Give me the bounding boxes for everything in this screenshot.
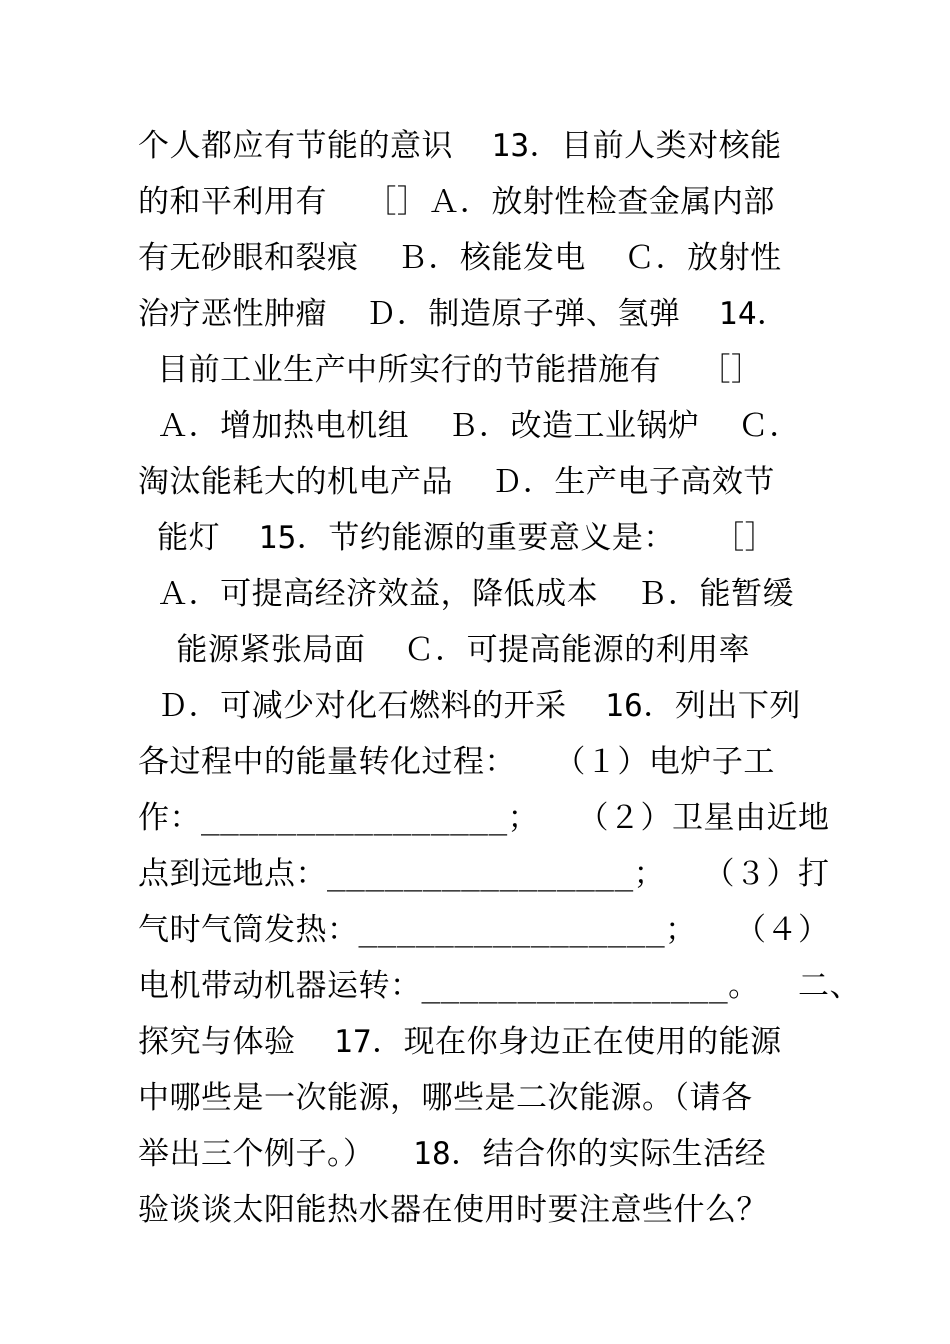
- text-line: 验谈谈太阳能热水器在使用时要注意些什么？: [138, 1192, 768, 1228]
- text-line: 点到远地点：________________； （３）打: [138, 856, 830, 892]
- text-line: 能源紧张局面 Ｃ．可提高能源的利用率: [138, 632, 751, 668]
- text-line: 目前工业生产中所实行的节能措施有 ［］: [138, 352, 763, 388]
- text-line: 能灯 15．节约能源的重要意义是： ［］: [138, 520, 777, 556]
- text-line: 探究与体验 17．现在你身边正在使用的能源: [138, 1024, 782, 1060]
- text-line: Ａ．增加热电机组 Ｂ．改造工业锅炉 Ｃ．: [138, 408, 801, 444]
- text-line: 各过程中的能量转化过程： （１）电炉子工: [138, 744, 775, 780]
- text-line: 治疗恶性肿瘤 Ｄ．制造原子弹、氢弹 14．: [138, 296, 789, 332]
- text-line: 有无砂眼和裂痕 Ｂ．核能发电 Ｃ．放射性: [138, 240, 782, 276]
- text-line: 举出三个例子。） 18．结合你的实际生活经: [138, 1136, 767, 1172]
- text-line: 气时气筒发热：________________； （４）: [138, 912, 830, 948]
- text-line: Ａ．可提高经济效益，降低成本 Ｂ．能暂缓: [138, 576, 794, 612]
- text-line: 个人都应有节能的意识 13．目前人类对核能: [138, 128, 782, 164]
- text-line: 中哪些是一次能源，哪些是二次能源。（请各: [138, 1080, 753, 1116]
- text-line: 作：________________； （２）卫星由近地: [138, 800, 830, 836]
- text-line: 淘汰能耗大的机电产品 Ｄ．生产电子高效节: [138, 464, 775, 500]
- text-line: Ｄ．可减少对化石燃料的开采 16．列出下列: [138, 688, 801, 724]
- body-text: [138, 118, 861, 1238]
- text-line: 电机带动机器运转：________________。 二、: [138, 968, 861, 1004]
- text-line: 的和平利用有 ［］Ａ．放射性检查金属内部: [138, 184, 775, 220]
